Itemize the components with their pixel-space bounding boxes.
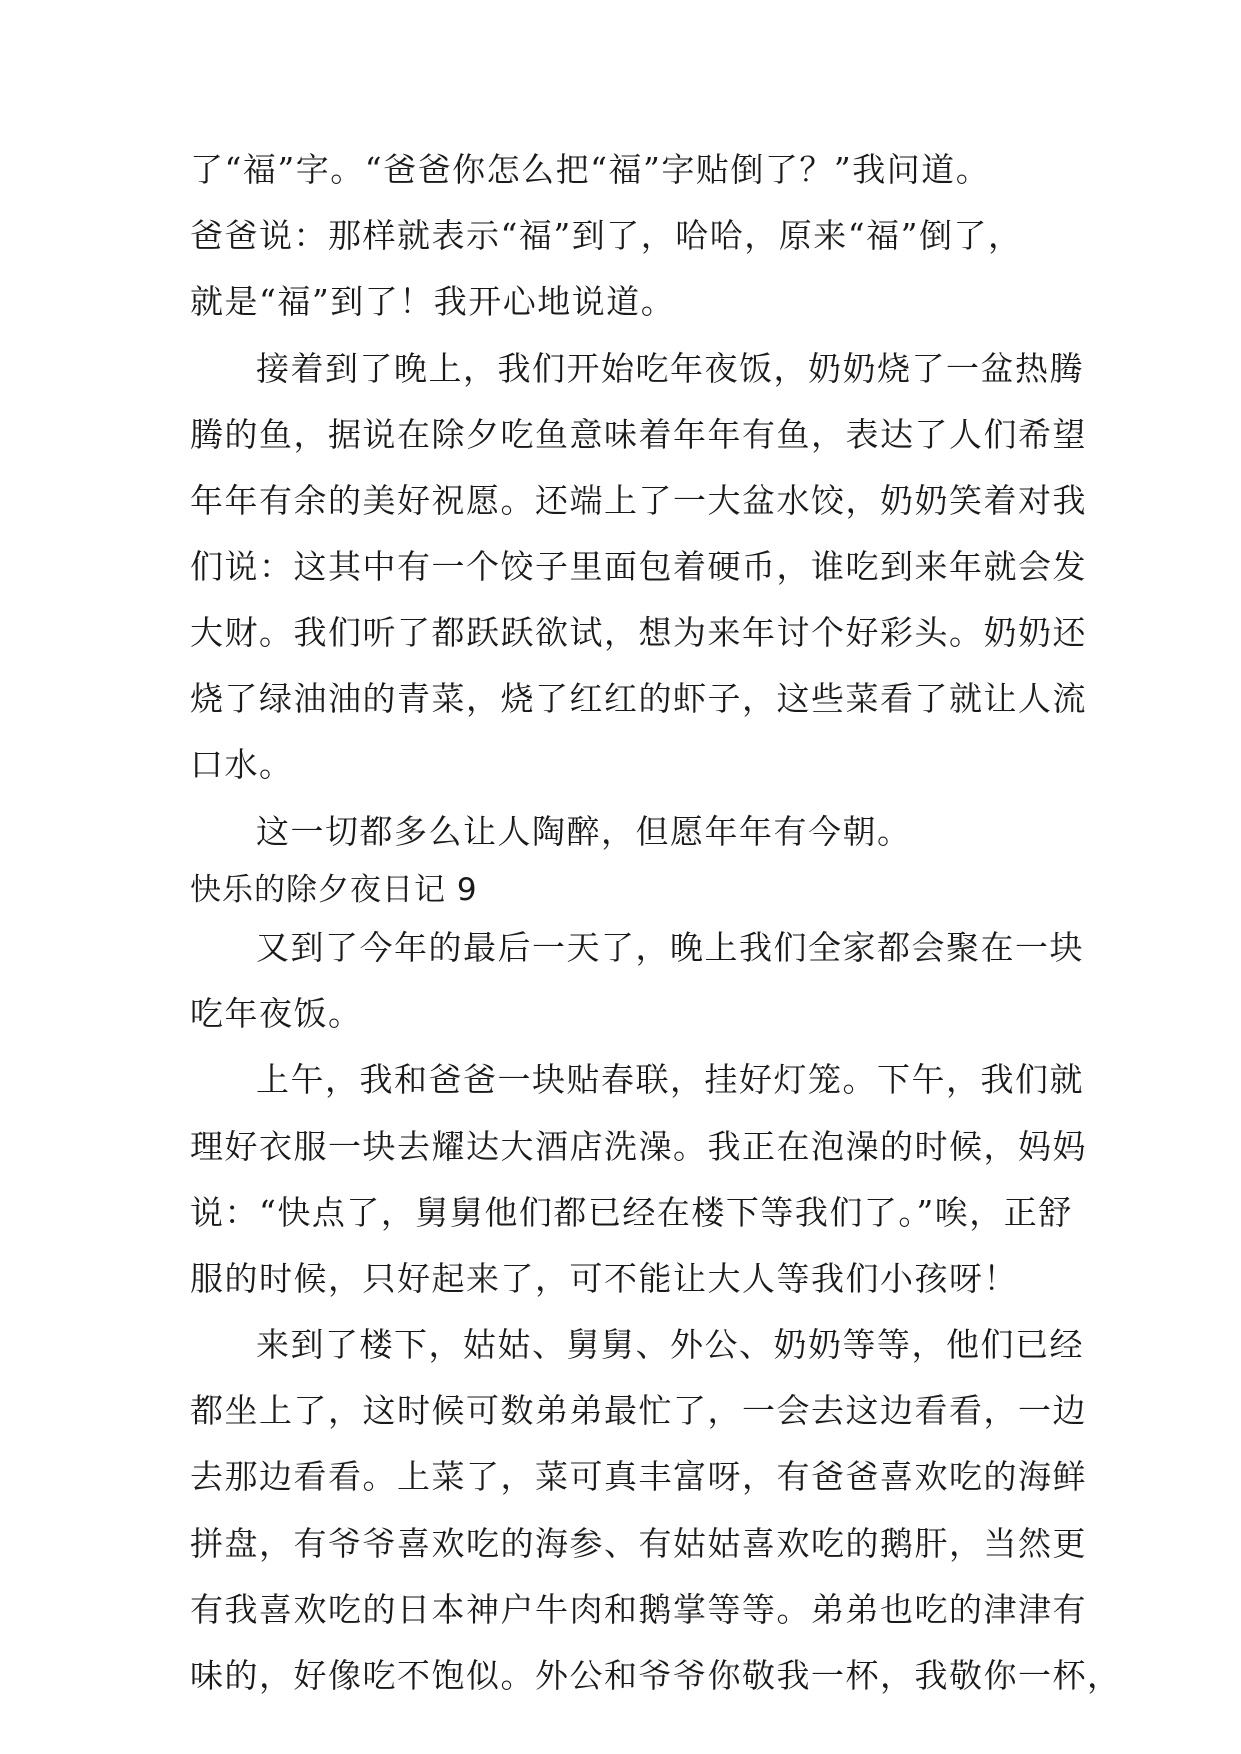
text-line: 拼盘，有爷爷喜欢吃的海参、有姑姑喜欢吃的鹅肝，当然更 bbox=[190, 1524, 1087, 1563]
text-line: 又到了今年的最后一天了，晚上我们全家都会聚在一块 bbox=[256, 928, 1084, 967]
section-title: 快乐的除夕夜日记 9 bbox=[190, 872, 478, 908]
text-line: 说：“快点了，舅舅他们都已经在楼下等我们了。”唉，正舒 bbox=[190, 1193, 1073, 1232]
text-line: 吃年夜饭。 bbox=[190, 994, 363, 1033]
text-line: 年年有余的美好祝愿。还端上了一大盆水饺，奶奶笑着对我 bbox=[190, 481, 1087, 520]
text-line: 理好衣服一块去耀达大酒店洗澡。我正在泡澡的时候，妈妈 bbox=[190, 1127, 1087, 1166]
text-line: 口水。 bbox=[190, 745, 294, 784]
text-line: 们说：这其中有一个饺子里面包着硬币，谁吃到来年就会发 bbox=[190, 547, 1087, 586]
text-line: 有我喜欢吃的日本神户牛肉和鹅掌等等。弟弟也吃的津津有 bbox=[190, 1590, 1087, 1629]
text-line: 了“福”字。“爸爸你怎么把“福”字贴倒了？”我问道。 bbox=[190, 150, 991, 189]
text-line: 去那边看看。上菜了，菜可真丰富呀，有爸爸喜欢吃的海鲜 bbox=[190, 1457, 1087, 1496]
text-line: 味的，好像吃不饱似。外公和爷爷你敬我一杯，我敬你一杯， bbox=[190, 1656, 1122, 1695]
text-line: 就是“福”到了！我开心地说道。 bbox=[190, 282, 676, 321]
text-line: 都坐上了，这时候可数弟弟最忙了，一会去这边看看，一边 bbox=[190, 1391, 1087, 1430]
text-line: 这一切都多么让人陶醉，但愿年年有今朝。 bbox=[256, 812, 912, 851]
text-line: 爸爸说：那样就表示“福”到了，哈哈，原来“福”倒了， bbox=[190, 216, 1023, 255]
text-line: 接着到了晚上，我们开始吃年夜饭，奶奶烧了一盆热腾 bbox=[256, 349, 1084, 388]
text-line: 大财。我们听了都跃跃欲试，想为来年讨个好彩头。奶奶还 bbox=[190, 613, 1087, 652]
text-line: 服的时候，只好起来了，可不能让大人等我们小孩呀！ bbox=[190, 1259, 1018, 1298]
text-line: 来到了楼下，姑姑、舅舅、外公、奶奶等等，他们已经 bbox=[256, 1325, 1084, 1364]
text-line: 腾的鱼，据说在除夕吃鱼意味着年年有鱼，表达了人们希望 bbox=[190, 415, 1087, 454]
text-line: 上午，我和爸爸一块贴春联，挂好灯笼。下午，我们就 bbox=[256, 1060, 1084, 1099]
text-line: 烧了绿油油的青菜，烧了红红的虾子，这些菜看了就让人流 bbox=[190, 679, 1087, 718]
